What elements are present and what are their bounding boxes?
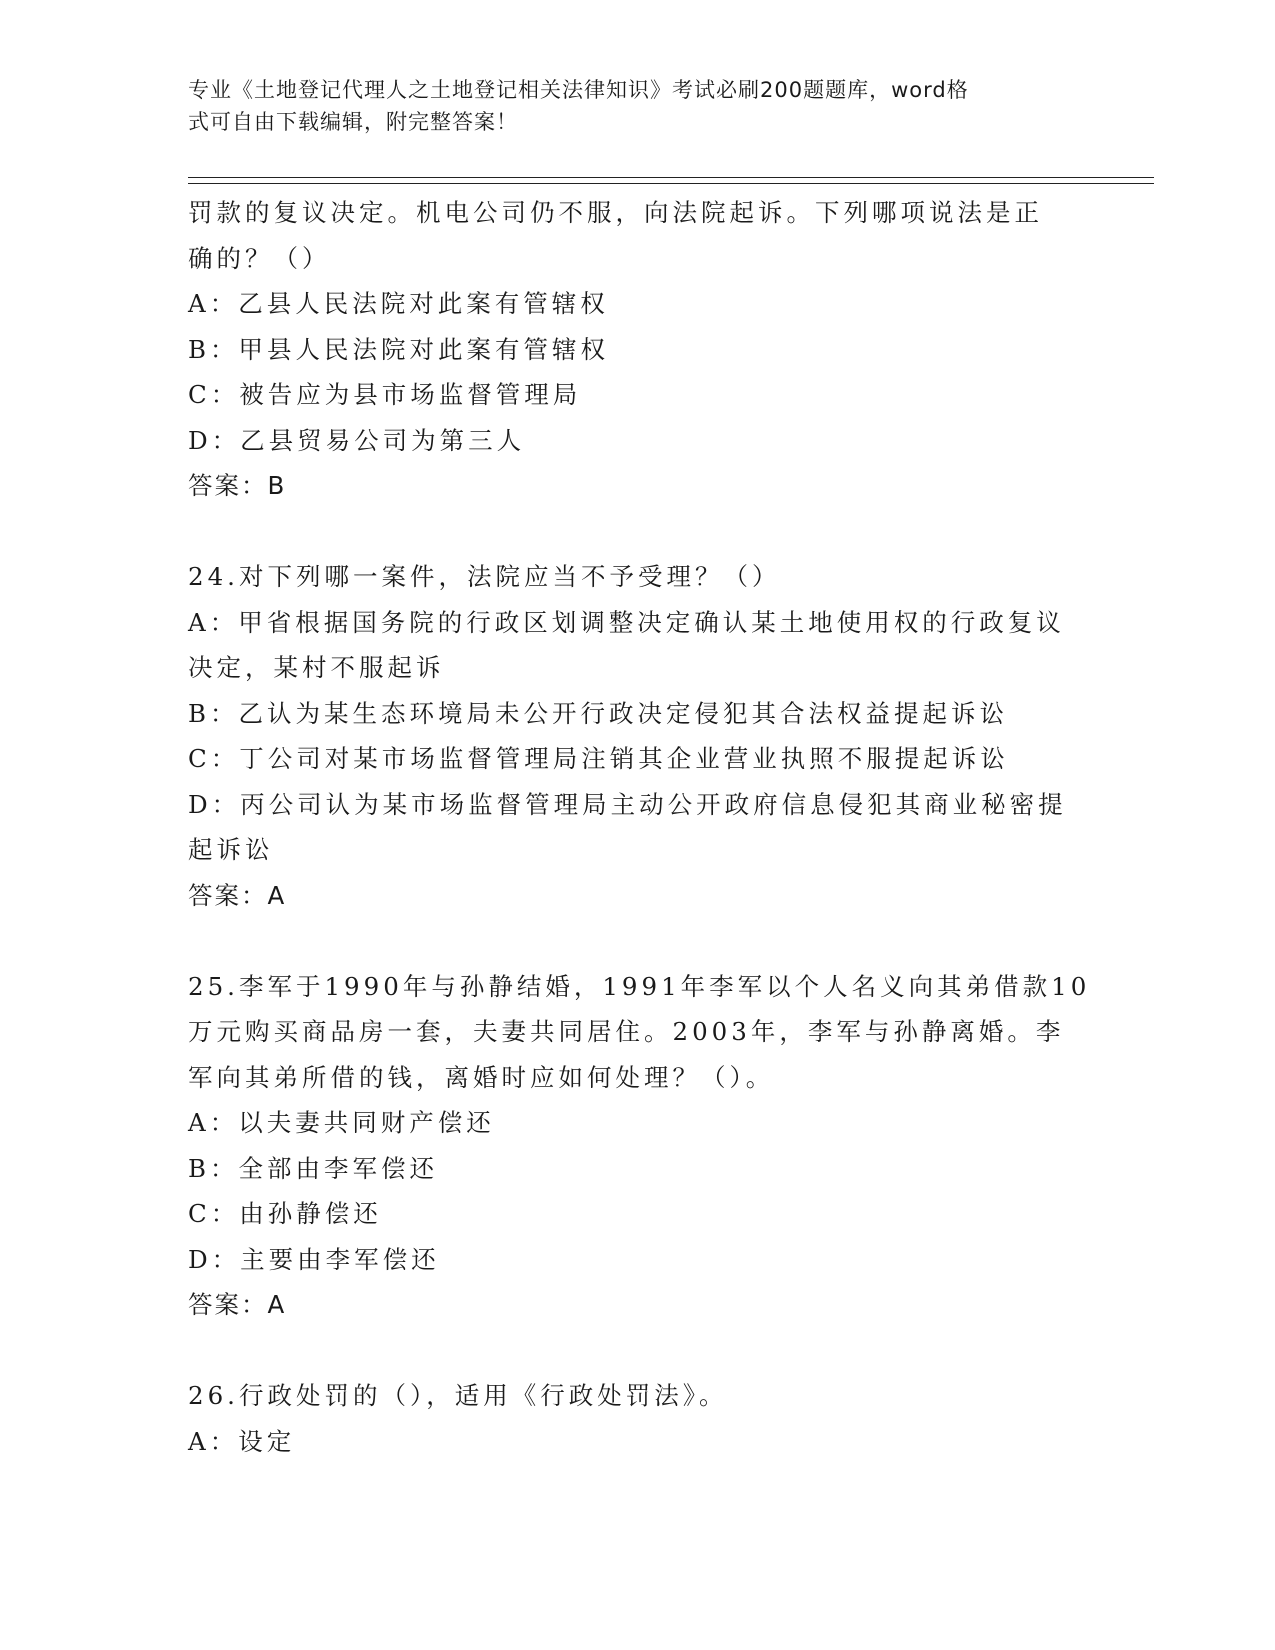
header-divider (188, 177, 1154, 178)
option-a: A：甲省根据国务院的行政区划调整决定确认某土地使用权的行政复议 (188, 607, 1065, 637)
option-c: C：由孙静偿还 (188, 1199, 382, 1228)
option-a: A：乙县人民法院对此案有管辖权 (188, 289, 609, 318)
option-c: C：丁公司对某市场监督管理局注销其企业营业执照不服提起诉讼 (188, 744, 1009, 773)
question-stem: 24.对下列哪一案件，法院应当不予受理？（） (188, 562, 781, 591)
option-a-continued: 决定，某村不服起诉 (188, 653, 445, 682)
question-block (188, 964, 1091, 1328)
header-divider (188, 183, 1154, 184)
header-line: 式可自由下载编辑，附完整答案！ (188, 110, 518, 134)
spacer (188, 918, 1088, 964)
answer-line: 答案：A (188, 1290, 287, 1319)
option-a: A：设定 (188, 1426, 296, 1456)
question-stem: 罚款的复议决定。机电公司仍不服，向法院起诉。下列哪项说法是正 (188, 198, 1043, 227)
option-a: A：以夫妻共同财产偿还 (188, 1108, 495, 1137)
option-d: D：主要由李军偿还 (188, 1244, 440, 1274)
question-block (188, 554, 1088, 918)
question-block (188, 1373, 1088, 1464)
question-stem: 确的？（） (188, 243, 331, 273)
option-c: C：被告应为县市场监督管理局 (188, 380, 582, 409)
option-d: D：乙县贸易公司为第三人 (188, 425, 526, 455)
page-header (188, 74, 1068, 138)
answer-line: 答案：B (188, 471, 287, 500)
option-d: D：丙公司认为某市场监督管理局主动公开政府信息侵犯其商业秘密提 (188, 789, 1067, 819)
header-line: 专业《土地登记代理人之土地登记相关法律知识》考试必刷200题题库，word格 (188, 78, 969, 102)
document-body (188, 190, 1091, 1464)
question-stem: 军向其弟所借的钱，离婚时应如何处理？（）。 (188, 1062, 775, 1092)
option-b: B：甲县人民法院对此案有管辖权 (188, 334, 610, 364)
question-stem: 25.李军于1990年与孙静结婚，1991年李军以个人名义向其弟借款10 (188, 971, 1091, 1001)
option-b: B：乙认为某生态环境局未公开行政决定侵犯其合法权益提起诉讼 (188, 698, 1009, 728)
spacer (188, 509, 1088, 555)
answer-line: 答案：A (188, 880, 287, 910)
spacer (188, 1328, 1088, 1374)
question-block (188, 190, 1088, 509)
option-b: B：全部由李军偿还 (188, 1153, 439, 1183)
question-stem: 万元购买商品房一套，夫妻共同居住。2003年，李军与孙静离婚。李 (188, 1017, 1065, 1046)
option-d-continued: 起诉讼 (188, 835, 274, 864)
question-stem: 26.行政处罚的（），适用《行政处罚法》。 (188, 1381, 728, 1410)
